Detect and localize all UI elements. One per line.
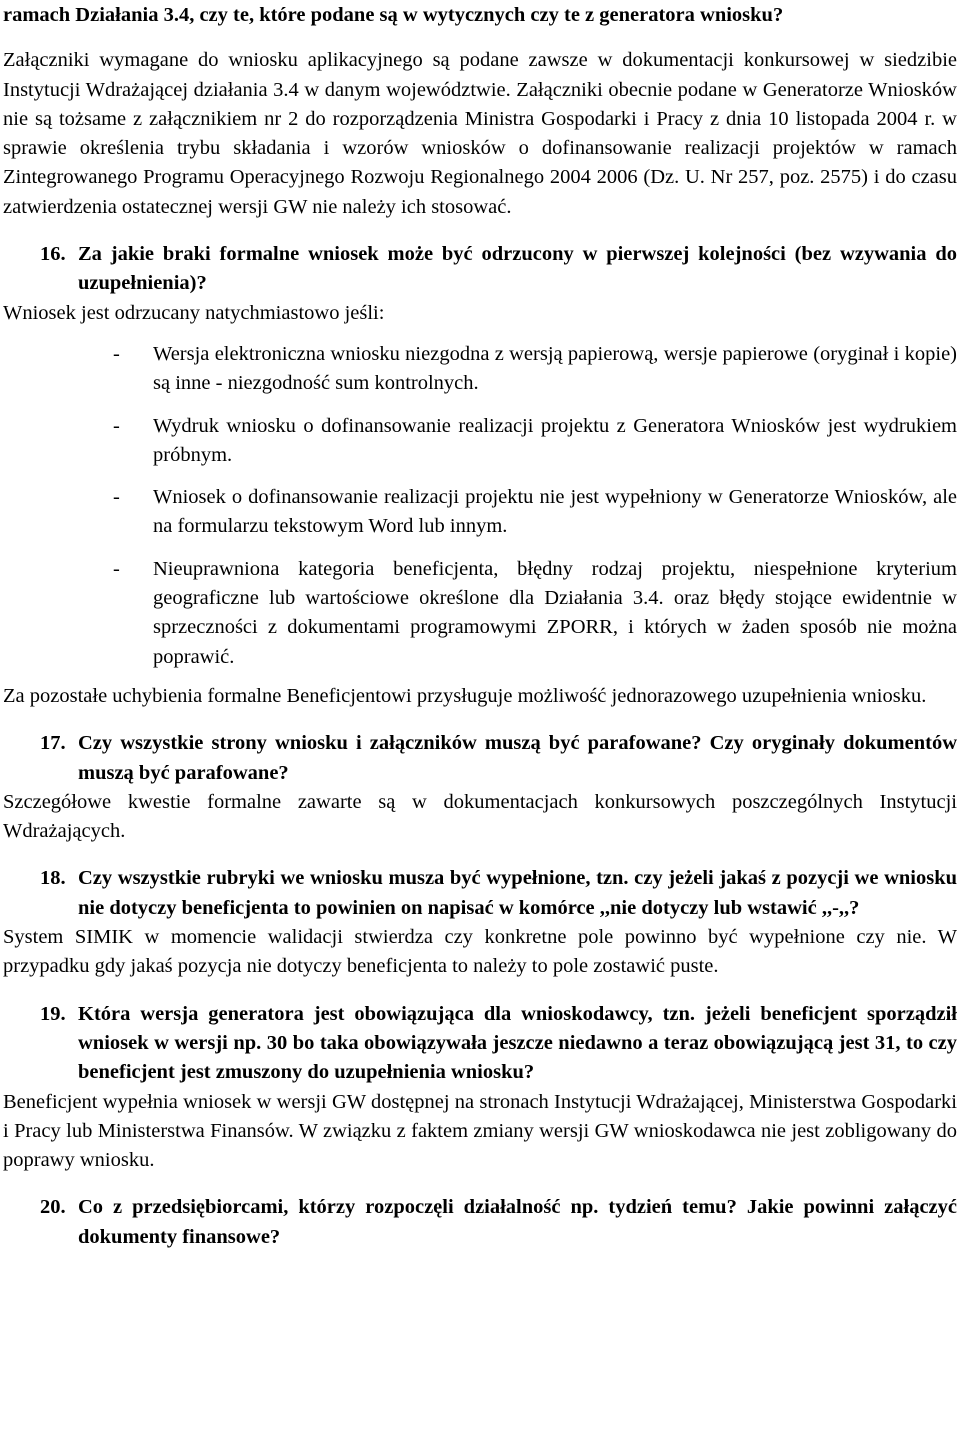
previous-question-answer: Załączniki wymagane do wniosku aplikacyjnego są podane zawsze w dokumentacji konkursowej w siedzibie Instytucji Wdrażającej działania 3.4 w danym województwie. Załączniki obecnie podane w Generatorze Wniosków nie są tożsame z załącznikiem nr 2 do rozporządzenia Ministra Gospodarki i Pracy z dnia 10 listopada 2004 r. w sprawie określenia trybu składania i wzorów wniosków o dofinansowanie realizacji projektów w ramach Zintegrowanego Programu Operacyjnego Rozwoju Regionalnego 2004 2006 (Dz. U. Nr 257, poz. 2575) i do czasu zatwierdzenia ostatecznej wersji GW nie należy ich stosować. — [3, 49, 957, 218]
question-18 — [3, 864, 957, 923]
question-17 — [3, 729, 957, 788]
question-number: 18. — [40, 867, 66, 890]
answer-18: System SIMIK w momencie walidacji stwierdza czy konkretne pole powinno być wypełnione czy nie. W przypadku gdy jakaś pozycja nie dotyczy beneficjenta to należy to pole zostawić puste. — [3, 926, 957, 978]
list-item — [3, 340, 957, 399]
answer-16-lead: Wniosek jest odrzucany natychmiastowo jeśli: — [3, 301, 385, 324]
question-number: 20. — [40, 1196, 66, 1219]
list-item-text: Wniosek o dofinansowanie realizacji projektu nie jest wypełniony w Generatorze Wniosków, ale na formularzu tekstowym Word lub innym. — [153, 486, 957, 538]
previous-question-continuation: ramach Działania 3.4, czy te, które podane są w wytycznych czy te z generatora wniosku? — [3, 4, 784, 26]
list-item — [3, 412, 957, 471]
answer-19: Beneficjent wypełnia wniosek w wersji GW dostępnej na stronach Instytucji Wdrażającej, Ministerstwa Gospodarki i Pracy lub Ministerstwa Finansów. W związku z faktem zmiany wersji GW wnioskodawca nie jest zobligowany do poprawy wniosku. — [3, 1090, 957, 1172]
list-dash: - — [113, 486, 120, 509]
question-number: 17. — [40, 732, 66, 755]
list-item — [3, 483, 957, 542]
question-text: Co z przedsiębiorcami, którzy rozpoczęli działalność np. tydzień temu? Jakie powinni załączyć dokumenty finansowe? — [78, 1196, 957, 1248]
question-19 — [3, 1000, 957, 1088]
list-item-text: Wydruk wniosku o dofinansowanie realizacji projektu z Generatora Wniosków jest wydrukiem próbnym. — [153, 414, 957, 466]
question-text: Która wersja generatora jest obowiązująca dla wnioskodawcy, tzn. jeżeli beneficjent sporządził wniosek w wersji np. 30 bo taka obowiązywała jeszcze niedawno a teraz obowiązującą jest 31, to czy beneficjent jest zmuszony do uzupełnienia wniosku? — [78, 1002, 957, 1084]
question-number: 19. — [40, 1002, 66, 1025]
list-dash: - — [113, 342, 120, 365]
question-text: Czy wszystkie rubryki we wniosku musza być wypełnione, tzn. czy jeżeli jakaś z pozycji we wniosku nie dotyczy beneficjenta to powinien on napisać w komórce ,,nie dotyczy lub wstawić ,,-,,? — [78, 867, 957, 919]
question-20 — [3, 1193, 957, 1252]
list-item-text: Nieuprawniona kategoria beneficjenta, błędny rodzaj projektu, niespełnione kryterium geograficzne lub wartościowe określone dla Działania 3.4. oraz błędy stojące ewidentnie w sprzeczności z dokumentami programowymi ZPORR, i których w żaden sposób nie można poprawić. — [153, 557, 957, 668]
list-dash: - — [113, 414, 120, 437]
question-number: 16. — [40, 243, 66, 266]
list-item-text: Wersja elektroniczna wniosku niezgodna z wersją papierową, wersje papierowe (oryginał i kopie) są inne - niezgodność sum kontrolnych. — [153, 342, 957, 395]
question-16 — [3, 240, 957, 299]
rejection-reasons-list — [3, 340, 957, 672]
answer-16-closing: Za pozostałe uchybienia formalne Beneficjentowi przysługuje możliwość jednorazowego uzupełnienia wniosku. — [3, 684, 927, 707]
question-text: Za jakie braki formalne wniosek może być odrzucony w pierwszej kolejności (bez wzywania do uzupełnienia)? — [78, 243, 957, 295]
answer-17: Szczegółowe kwestie formalne zawarte są w dokumentacjach konkursowych poszczególnych Instytucji Wdrażających. — [3, 790, 957, 843]
list-item — [3, 555, 957, 672]
list-dash: - — [113, 557, 120, 580]
question-text: Czy wszystkie strony wniosku i załączników muszą być parafowane? Czy oryginały dokumentów muszą być parafowane? — [78, 732, 957, 784]
